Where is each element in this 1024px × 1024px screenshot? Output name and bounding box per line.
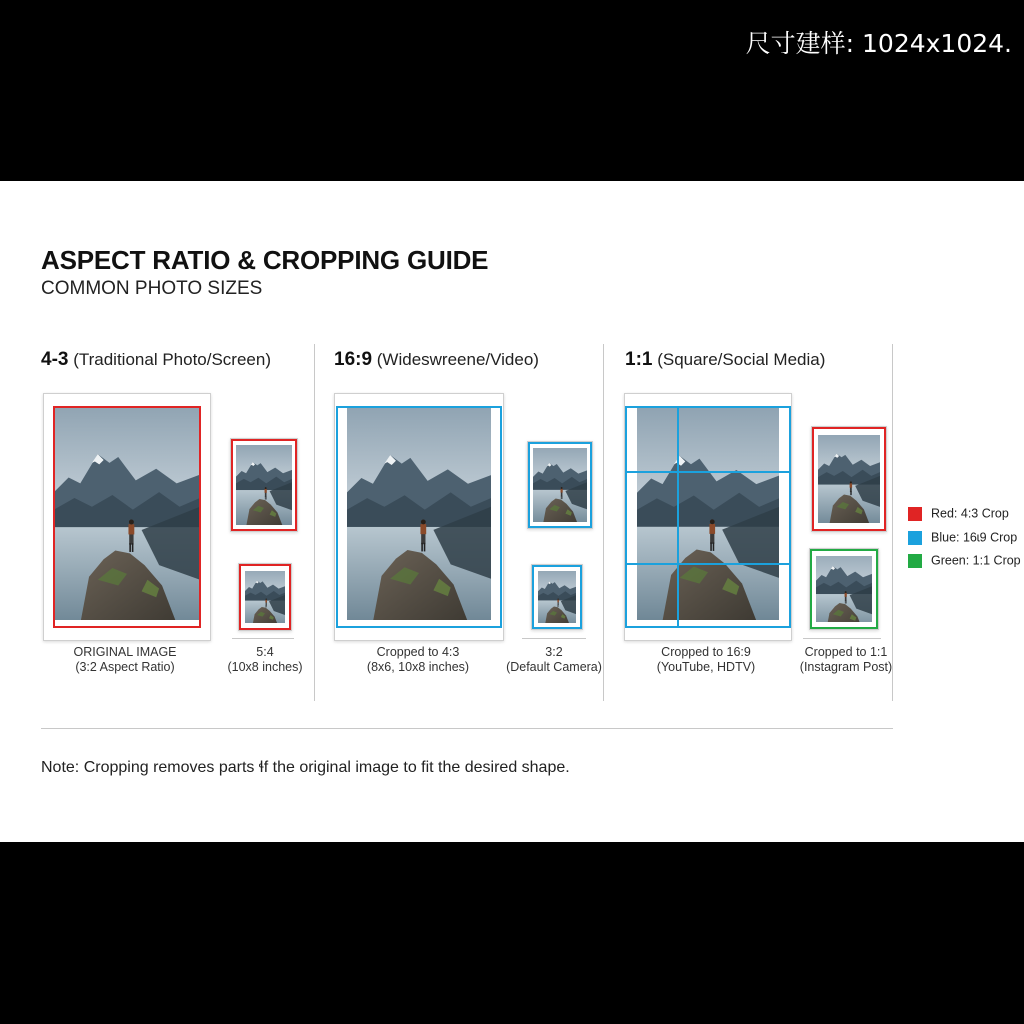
grid-line xyxy=(625,563,791,565)
bottom-bar xyxy=(0,842,1024,1024)
thumb-square-mat xyxy=(811,426,887,532)
thumb-1-1-mat xyxy=(809,548,879,630)
guide-canvas xyxy=(0,181,1024,842)
caption-line: Cropped to 4:3 xyxy=(376,645,460,659)
crop-frame-red xyxy=(231,439,297,531)
grid-line xyxy=(625,471,791,473)
caption-line: (Default Camera) xyxy=(506,660,602,674)
section-header-1-1 xyxy=(625,349,825,371)
size-label: 尺寸建样: 1024x1024. xyxy=(745,29,1012,58)
crop-frame-blue xyxy=(336,406,502,628)
legend-label: Green: 1:1 Crop xyxy=(931,553,1021,568)
thumb-small-mat xyxy=(531,564,583,630)
caption-line: (Instagram Post) xyxy=(799,660,893,674)
caption-line: Cropped to 1:1 xyxy=(804,645,888,659)
section-ratio: 1:1 xyxy=(625,349,653,370)
caption-line: Cropped to 16:9 xyxy=(661,645,751,659)
shelf-line xyxy=(803,638,881,639)
horizontal-divider xyxy=(41,728,893,729)
page-subtitle: COMMON PHOTO SIZES xyxy=(41,278,263,299)
section-header-4-3 xyxy=(41,349,271,371)
footnote: Note: Cropping removes parts ɬf the original image to fit the desired shape. xyxy=(41,759,570,776)
caption-line: (3:2 Aspect Ratio) xyxy=(75,660,175,674)
caption-3-2 xyxy=(506,645,602,675)
legend-swatch-red xyxy=(908,507,922,521)
caption-crop-1-1 xyxy=(796,645,896,675)
shelf-line xyxy=(522,638,586,639)
original-image-mat xyxy=(43,393,211,641)
thumb-5-4-mat xyxy=(230,438,298,532)
caption-line: (YouTube, HDTV) xyxy=(656,660,756,674)
caption-line: (8x6, 10x8 inches) xyxy=(366,660,470,674)
crop-frame-blue xyxy=(532,565,582,629)
section-desc: (Wideswreene/Video) xyxy=(372,350,539,369)
shelf-line xyxy=(232,638,294,639)
legend-item-blue xyxy=(908,530,1017,546)
crop-16-9-mat xyxy=(624,393,792,641)
caption-crop-4-3 xyxy=(334,645,502,675)
grid-line xyxy=(677,406,679,628)
caption-line: 5:4 xyxy=(256,645,274,659)
top-bar xyxy=(0,0,1024,181)
crop-frame-red xyxy=(53,406,201,628)
legend-item-red xyxy=(908,506,1009,522)
page-title: ASPECT RATIO & CROPPING GUIDE xyxy=(41,245,489,275)
section-desc: (Traditional Photo/Screen) xyxy=(68,350,271,369)
section-ratio: 4-3 xyxy=(41,349,69,370)
legend-swatch-blue xyxy=(908,531,922,545)
caption-line: ORIGINAL IMAGE xyxy=(73,645,177,659)
crop-frame-green xyxy=(810,549,878,629)
caption-original xyxy=(40,645,210,675)
caption-line: (10x8 inches) xyxy=(227,660,303,674)
section-divider xyxy=(314,344,315,701)
crop-frame-red xyxy=(812,427,886,531)
section-header-16-9 xyxy=(334,349,539,371)
caption-5-4 xyxy=(220,645,310,675)
legend-swatch-green xyxy=(908,554,922,568)
crop-frame-blue xyxy=(625,406,791,628)
section-divider xyxy=(603,344,604,701)
caption-crop-16-9 xyxy=(622,645,790,675)
crop-frame-red xyxy=(239,564,291,630)
legend-item-green xyxy=(908,553,1021,569)
thumb-3-2-mat xyxy=(527,441,593,529)
crop-frame-blue xyxy=(528,442,592,528)
thumb-small-mat xyxy=(238,563,292,631)
section-ratio: 16:9 xyxy=(334,349,373,370)
section-desc: (Square/Social Media) xyxy=(652,350,826,369)
legend-label: Red: 4:3 Crop xyxy=(931,506,1009,521)
caption-line: 3:2 xyxy=(545,645,563,659)
crop-4-3-mat xyxy=(334,393,504,641)
legend-label: Blue: 16ɩ9 Crop xyxy=(931,530,1018,545)
